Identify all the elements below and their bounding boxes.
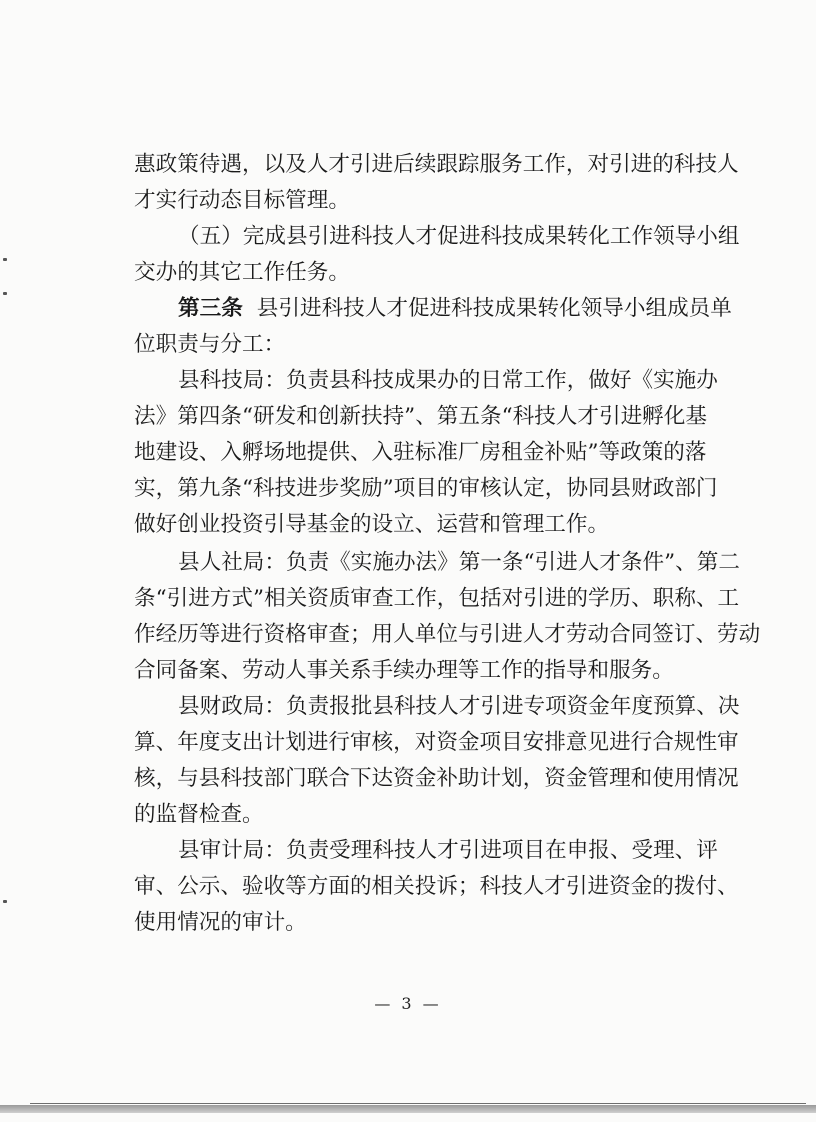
body-line: 县人社局：负责《实施办法》第一条“引进人才条件”、第二 — [178, 550, 740, 575]
scan-mark — [3, 292, 7, 295]
body-line: 位职责与分工： — [134, 332, 286, 357]
scan-mark — [3, 258, 7, 261]
body-line: 县财政局：负责报批县科技人才引进专项资金年度预算、决 — [178, 694, 740, 719]
body-line: 县审计局：负责受理科技人才引进项目在申报、受理、评 — [178, 838, 718, 863]
body-line: 合同备案、劳动人事关系手续办理等工作的指导和服务。 — [134, 658, 674, 683]
body-line: 做好创业投资引导基金的设立、运营和管理工作。 — [134, 512, 610, 537]
body-line: 实，第九条“科技进步奖励”项目的审核认定，协同县财政部门 — [134, 476, 718, 501]
body-line: 才实行动态目标管理。 — [134, 188, 350, 213]
document-body — [134, 147, 761, 941]
body-line: 算、年度支出计划进行审核，对资金项目安排意见进行合规性审 — [134, 730, 739, 755]
body-line: 核，与县科技部门联合下达资金补助计划，资金管理和使用情况 — [134, 766, 739, 791]
page-number: — 3 — — [374, 994, 442, 1013]
scan-bottom-edge — [0, 1105, 816, 1113]
body-line: 审、公示、验收等方面的相关投诉；科技人才引进资金的拨付、 — [134, 874, 739, 899]
body-line: 地建设、入孵场地提供、入驻标准厂房租金补贴”等政策的落 — [134, 440, 707, 465]
body-line: 县科技局：负责县科技成果办的日常工作，做好《实施办 — [178, 368, 718, 393]
body-line: 交办的其它工作任务。 — [134, 260, 350, 285]
body-line: 条“引进方式”相关资质审查工作，包括对引进的学历、职称、工 — [134, 586, 740, 611]
body-line: 法》第四条“研发和创新扶持”、第五条“科技人才引进孵化基 — [134, 404, 707, 429]
body-line: 使用情况的审计。 — [134, 910, 307, 935]
body-line: 惠政策待遇，以及人才引进后续跟踪服务工作，对引进的科技人 — [134, 152, 739, 177]
article-text: 县引进科技人才促进科技成果转化领导小组成员单 — [256, 296, 732, 321]
body-line: （五）完成县引进科技人才促进科技成果转化工作领导小组 — [178, 224, 740, 249]
body-line: 作经历等进行资格审查；用人单位与引进人才劳动合同签订、劳动 — [134, 622, 761, 647]
scan-edge-line — [30, 1103, 806, 1104]
scan-mark — [3, 900, 7, 903]
body-line: 的监督检查。 — [134, 802, 264, 827]
article-heading-line — [134, 291, 732, 327]
article-number: 第三条 — [178, 296, 243, 321]
